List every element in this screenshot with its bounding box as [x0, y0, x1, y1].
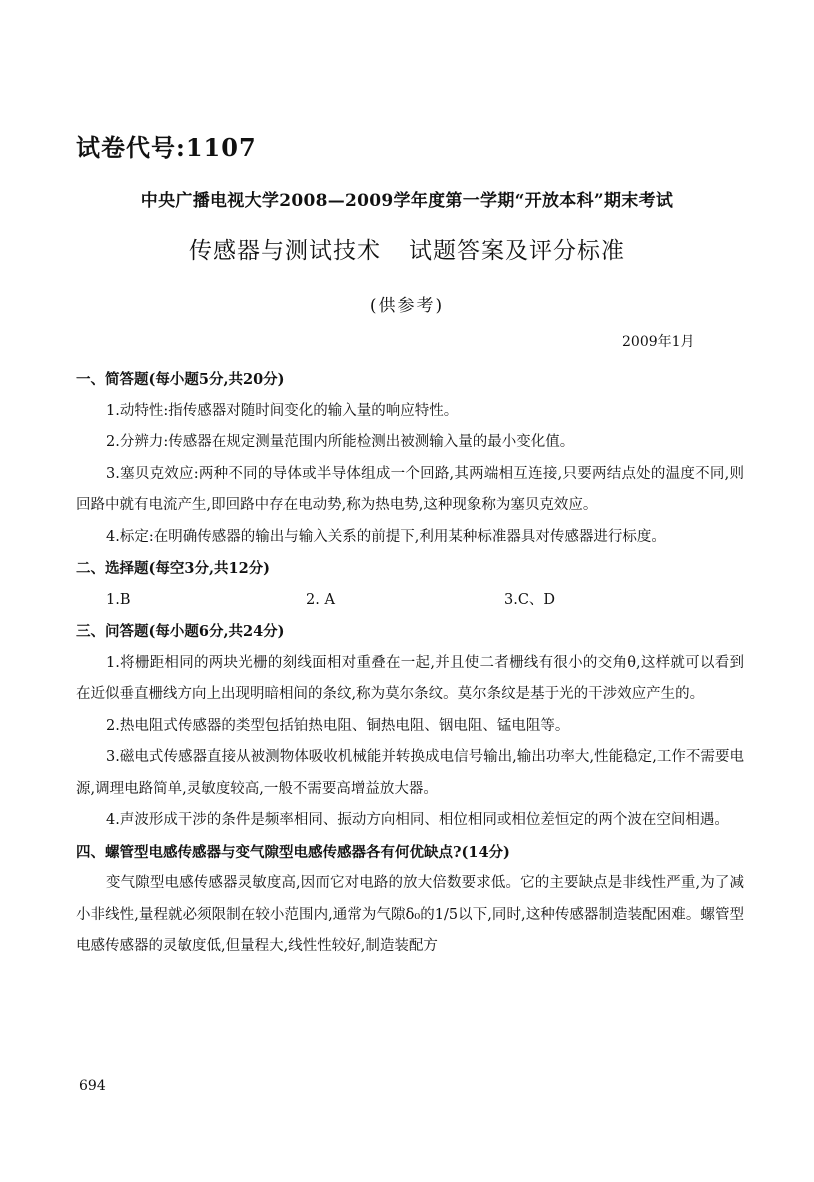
choice-answers-row: [76, 585, 744, 617]
choice-answer: 3.C、D: [504, 591, 556, 608]
answer-body: 变气隙型电感传感器灵敏度高,因而它对电路的放大倍数要求低。它的主要缺点是非线性严重,为了减小非线性,量程就必须限制在较小范围内,通常为气隙δ₀的1/5以下,同时,这种传感器制造装配困难。螺管型电感传感器的灵敏度低,但量程大,线性性较好,制造装配方: [76, 875, 744, 954]
answer-item: 4.标定:在明确传感器的输出与输入关系的前提下,利用某种标准器具对传感器进行标度。: [106, 528, 666, 545]
paper-code: 试卷代号:1107: [76, 133, 257, 162]
answer-item: 1.将栅距相同的两块光栅的刻线面相对重叠在一起,并且使二者栅线有很小的交角θ,这样就可以看到在近似垂直栅线方向上出现明暗相间的条纹,称为莫尔条纹。莫尔条纹是基于光的干涉效应产生的。: [76, 654, 744, 702]
document-title: [0, 232, 814, 265]
section-heading-multiple-choice: 二、选择题(每空3分,共12分): [76, 560, 271, 577]
page-number: 694: [79, 1078, 106, 1094]
section-heading-questions: 三、问答题(每小题6分,共24分): [76, 623, 285, 640]
answer-item: 3.塞贝克效应:两种不同的导体或半导体组成一个回路,其两端相互连接,只要两结点处的温度不同,则回路中就有电流产生,即回路中存在电动势,称为热电势,这种现象称为塞贝克效应。: [76, 465, 744, 513]
course-title: 传感器与测试技术: [189, 238, 381, 264]
section-heading-short-answer: 一、简答题(每小题5分,共20分): [76, 371, 285, 388]
choice-answer: 1.B: [106, 591, 131, 608]
answer-content: [76, 364, 744, 963]
answer-item: 2.热电阻式传感器的类型包括铂热电阻、铜热电阻、铟电阻、锰电阻等。: [106, 717, 570, 734]
answer-item: 1.动特性:指传感器对随时间变化的输入量的响应特性。: [106, 402, 459, 419]
answer-item: 2.分辨力:传感器在规定测量范围内所能检测出被测输入量的最小变化值。: [106, 434, 575, 450]
answer-item: 3.磁电式传感器直接从被测物体吸收机械能并转换成电信号输出,输出功率大,性能稳定,工作不需要电源,调理电路简单,灵敏度较高,一般不需要高增益放大器。: [76, 749, 744, 797]
exam-institution-line: 中央广播电视大学2008—2009学年度第一学期“开放本科”期末考试: [140, 191, 674, 211]
document-type-title: 试题答案及评分标准: [409, 238, 625, 264]
reference-note: (供参考): [369, 296, 445, 316]
exam-date: 2009年1月: [622, 334, 695, 350]
section-heading-comparison: 四、螺管型电感传感器与变气隙型电感传感器各有何优缺点?(14分): [76, 843, 510, 861]
choice-answer: 2. A: [306, 591, 335, 608]
answer-item: 4.声波形成干涉的条件是频率相同、振动方向相同、相位相同或相位差恒定的两个波在空间相遇。: [106, 812, 729, 828]
